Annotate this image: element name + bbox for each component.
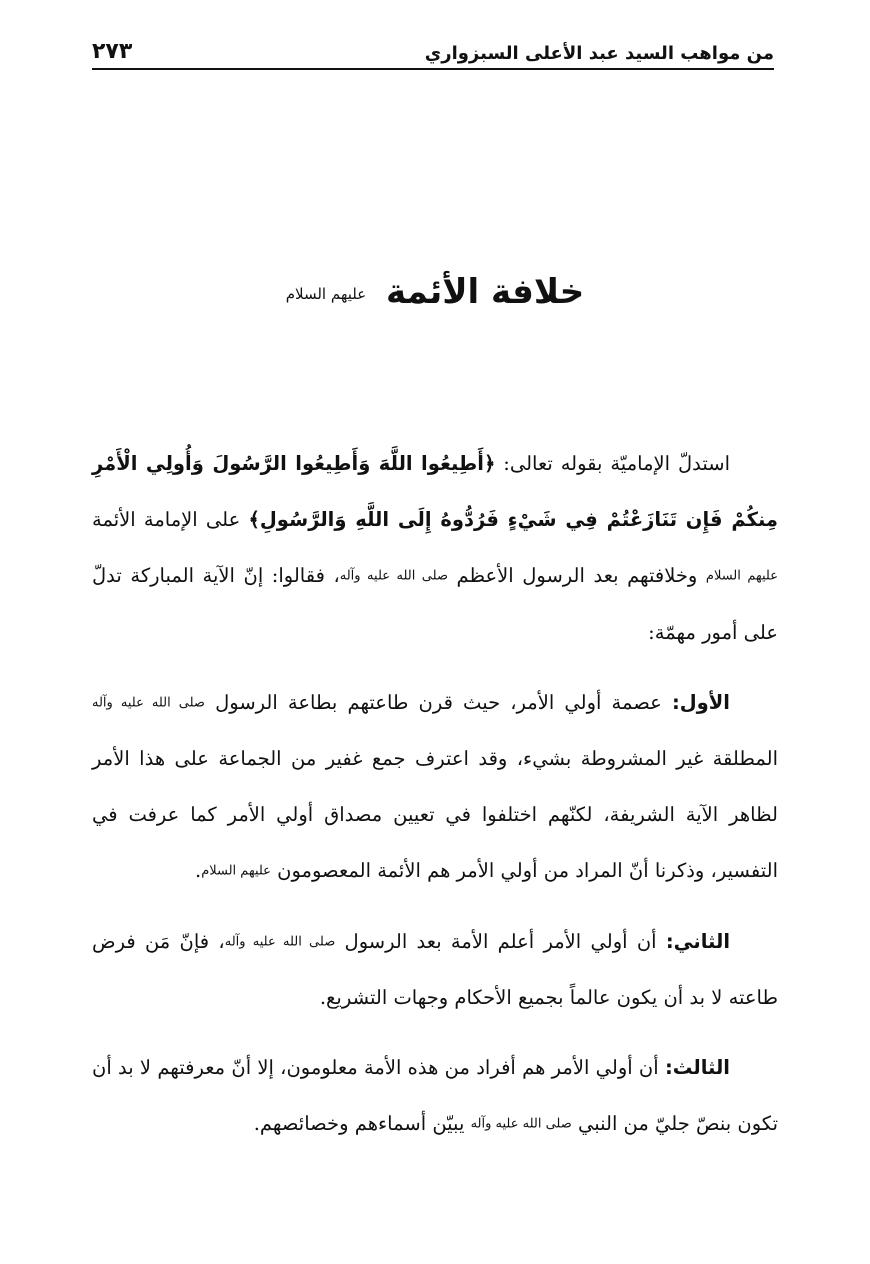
honorific-glyph: عليهم السلام [705, 568, 778, 584]
point-text-2: يبيّن أسماءهم وخصائصهم. [253, 1112, 471, 1135]
intro-text-1: استدلّ الإماميّة بقوله تعالى: [495, 452, 730, 475]
point-text-1: أن أولي الأمر أعلم الأمة بعد الرسول [335, 929, 666, 953]
chapter-title [0, 272, 870, 312]
intro-paragraph [92, 436, 778, 661]
point-text-2: ، فإنّ مَن فرض طاعته لا بد أن يكون عالماً بجميع الأحكام وجهات التشريع. [92, 929, 778, 1009]
point-text-1: أن أولي الأمر هم أفراد من هذه الأمة معلومون، إلا أنّ معرفتهم لا بد أن تكون بنصّ جليّ من النبي [92, 1056, 778, 1135]
chapter-title-text: خلافة الأئمة [386, 272, 585, 312]
point-label: الثاني: [665, 929, 731, 953]
point-text-3: . [194, 859, 202, 882]
header-title: من مواهب السيد عبد الأعلى السبزواري [424, 43, 774, 64]
honorific-glyph: صلى الله عليه وآله [92, 695, 205, 710]
honorific-glyph: عليهم السلام [285, 284, 367, 303]
honorific-glyph: صلى الله عليه وآله [470, 1116, 572, 1132]
point-third [92, 1040, 778, 1153]
point-text-2: المطلقة غير المشروطة بشيء، وقد اعترف جمع غفير من الجماعة على هذا الأمر لظاهر الآية الشريفة، لكنّهم اختلفوا في تعيين مصداق أولي الأمر كما عرفت في التفسير، وذكرنا أنّ المراد من أولي الأمر هم الأئمة المعصومون [92, 747, 778, 882]
point-text-1: عصمة أولي الأمر، حيث قرن طاعتهم بطاعة الرسول [204, 690, 672, 714]
point-label: الأول: [671, 690, 730, 714]
quran-verse: ﴿أَطِيعُوا اللَّهَ وَأَطِيعُوا الرَّسُولَ وَأُولِي الْأَمْرِ مِنكُمْ فَإِن تَنَازَعْتُمْ فِي شَيْءٍ فَرُدُّوهُ إِلَى اللَّهِ وَالرَّسُولِ﴾ [92, 452, 778, 531]
point-first [92, 675, 778, 900]
intro-text-4: ، فقالوا: إنّ الآية المباركة تدلّ على أمور مهمّة: [92, 564, 778, 644]
honorific-glyph: صلى الله عليه وآله [339, 568, 448, 584]
point-label: الثالث: [664, 1056, 730, 1079]
page-number: ٢٧٣ [92, 39, 133, 64]
body-text [92, 436, 778, 1167]
intro-text-3: وخلافتهم بعد الرسول الأعظم [447, 564, 706, 587]
honorific-glyph: صلى الله عليه وآله [224, 934, 336, 949]
honorific-glyph: عليهم السلام [201, 863, 271, 879]
running-header [92, 26, 774, 70]
intro-text-2: على الإمامة الأئمة [92, 508, 249, 531]
point-second [92, 914, 778, 1027]
